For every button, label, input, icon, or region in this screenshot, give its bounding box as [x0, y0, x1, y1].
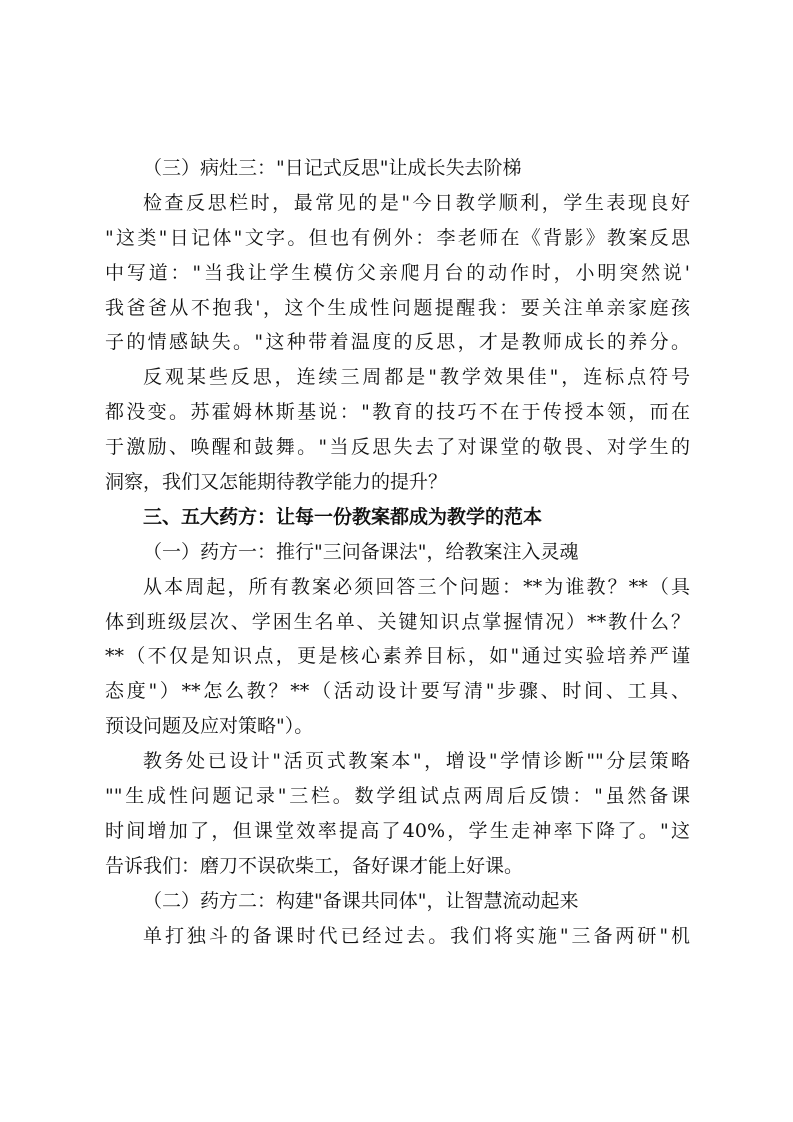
- section-subheading: （一）药方一：推行"三问备课法"，给教案注入灵魂: [143, 540, 579, 563]
- paragraph-line: ""生成性问题记录"三栏。数学组试点两周后反馈："虽然备课: [105, 785, 690, 808]
- section-subheading: （二）药方二：构建"备课共同体"，让智慧流动起来: [143, 889, 579, 912]
- paragraph-line: 中写道："当我让学生模仿父亲爬月台的动作时，小明突然说': [105, 261, 690, 284]
- section-heading: 三、五大药方：让每一份教案都成为教学的范本: [143, 505, 543, 528]
- paragraph-line: 告诉我们：磨刀不误砍柴工，备好课才能上好课。: [105, 854, 524, 877]
- paragraph-line: 从本周起，所有教案必须回答三个问题：**为谁教？**（具: [143, 575, 690, 598]
- paragraph-line: 态度"）**怎么教？**（活动设计要写清"步骤、时间、工具、: [105, 680, 690, 703]
- paragraph-line: 体到班级层次、学困生名单、关键知识点掌握情况）**教什么？: [105, 610, 690, 633]
- paragraph-line: 子的情感缺失。"这种带着温度的反思，才是教师成长的养分。: [105, 331, 690, 354]
- document-body: [105, 151, 690, 953]
- paragraph-line: **（不仅是知识点，更是核心素养目标，如"通过实验培养严谨: [105, 645, 690, 668]
- paragraph-line: 检查反思栏时，最常见的是"今日教学顺利，学生表现良好: [143, 191, 690, 214]
- paragraph-line: 洞察，我们又怎能期待教学能力的提升？: [105, 471, 448, 494]
- paragraph-line: "这类"日记体"文字。但也有例外：李老师在《背影》教案反思: [105, 226, 690, 249]
- paragraph-line: 我爸爸从不抱我'，这个生成性问题提醒我：要关注单亲家庭孩: [105, 296, 690, 319]
- paragraph-line: 预设问题及应对策略"）。: [105, 715, 314, 738]
- paragraph-line: 教务处已设计"活页式教案本"，增设"学情诊断""分层策略: [143, 750, 690, 773]
- paragraph-line: 时间增加了，但课堂效率提高了40%，学生走神率下降了。"这: [105, 819, 690, 842]
- section-subheading: （三）病灶三："日记式反思"让成长失去阶梯: [143, 157, 522, 179]
- paragraph-line: 都没变。苏霍姆林斯基说："教育的技巧不在于传授本领，而在: [105, 401, 690, 424]
- paragraph-line: 单打独斗的备课时代已经过去。我们将实施"三备两研"机: [143, 924, 690, 947]
- paragraph-line: 反观某些反思，连续三周都是"教学效果佳"，连标点符号: [143, 366, 690, 389]
- paragraph-line: 于激励、唤醒和鼓舞。"当反思失去了对课堂的敬畏、对学生的: [105, 436, 690, 459]
